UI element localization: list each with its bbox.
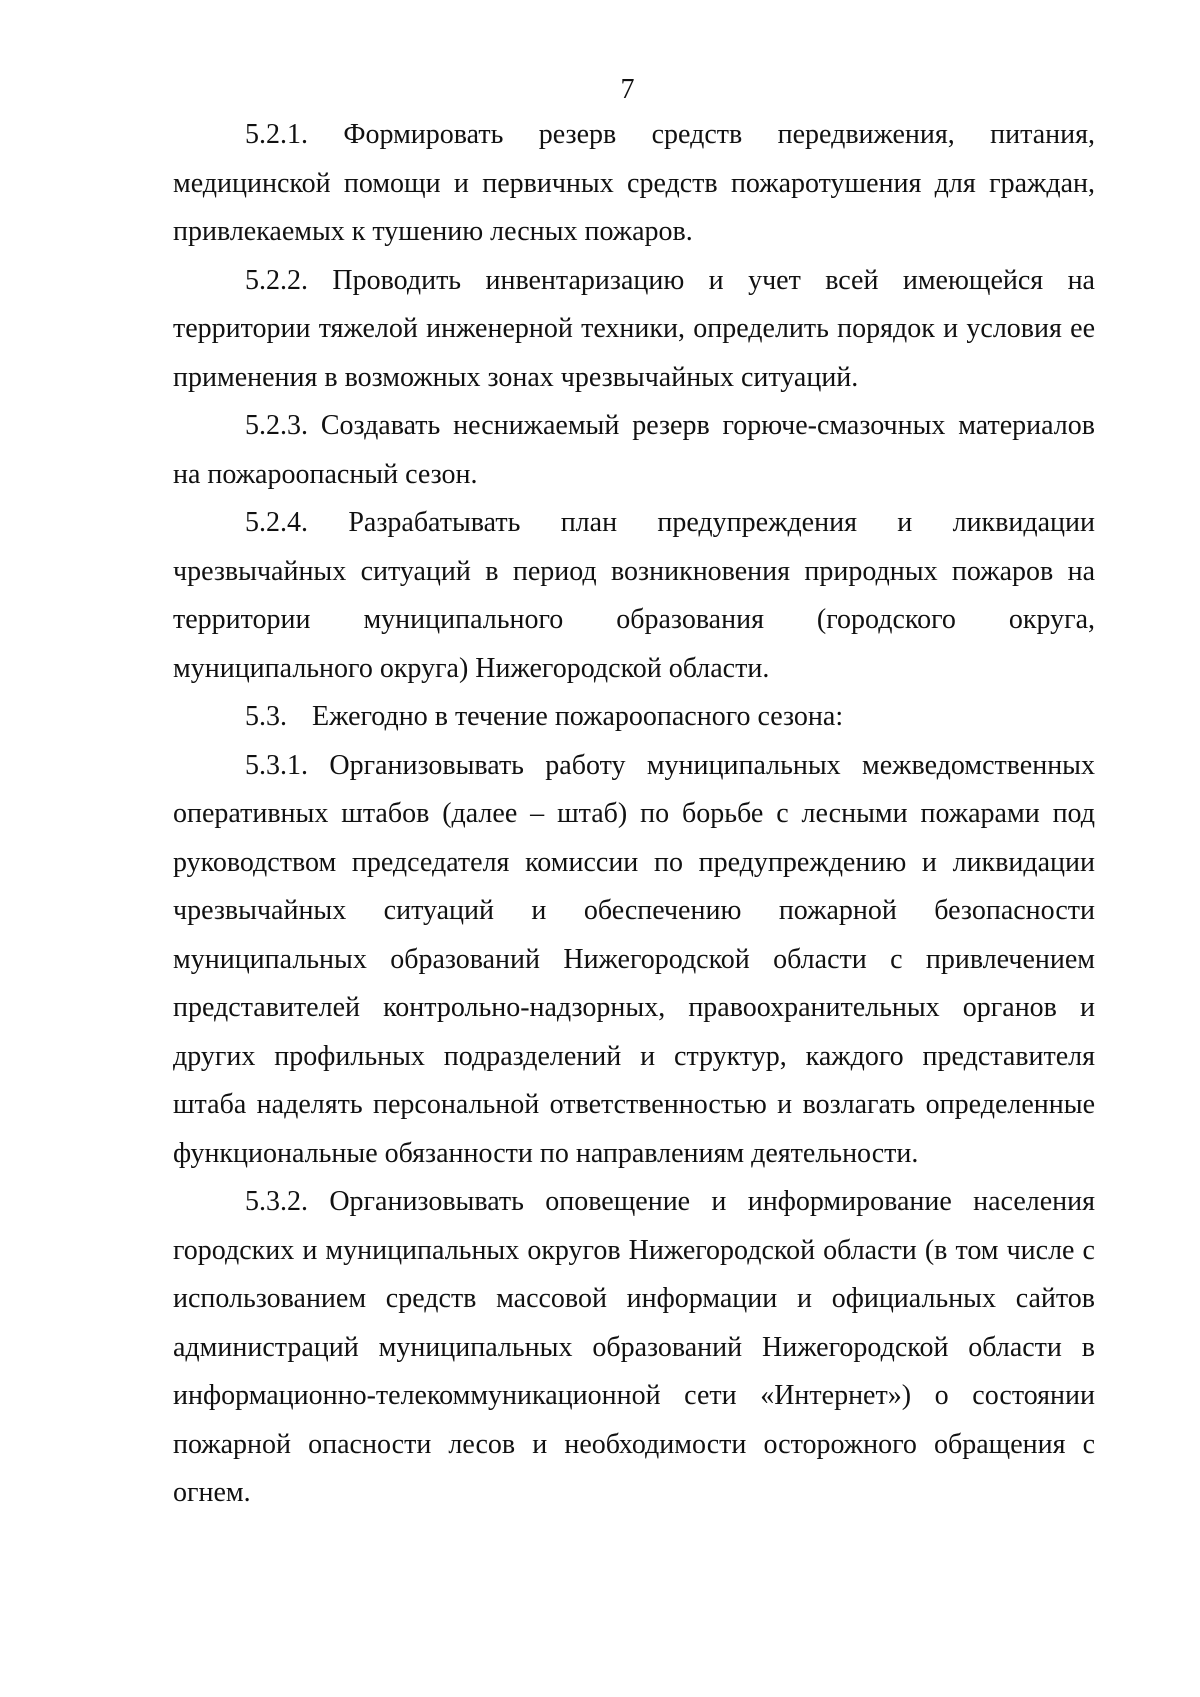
paragraph-5-3 — [173, 693, 1095, 742]
paragraph-5-3-1: 5.3.1. Организовывать работу муниципальных межведомственных оперативных штабов (далее – штаб) по борьбе с лесными пожарами под руководством председателя комиссии по предупреждению и ликвидации чрезвычайных ситуаций и обеспечению пожарной безопасности муниципальных образований Нижегородской области с привлечением представителей контрольно-надзорных, правоохранительных органов и других профильных подразделений и структур, каждого представителя штаба наделять персональной ответственностью и возлагать определенные функциональные обязанности по направлениям деятельности. — [173, 749, 1095, 1169]
paragraph-5-2-2: 5.2.2. Проводить инвентаризацию и учет всей имеющейся на территории тяжелой инженерной техники, определить порядок и условия ее применения в возможных зонах чрезвычайных ситуаций. — [173, 264, 1095, 393]
paragraph-5-3-number: 5.3. — [245, 701, 287, 732]
paragraph-5-3-text: Ежегодно в течение пожароопасного сезона: — [312, 701, 844, 732]
paragraph-5-2-1: 5.2.1. Формировать резерв средств передвижения, питания, медицинской помощи и первичных средств пожаротушения для граждан, привлекаемых к тушению лесных пожаров. — [173, 119, 1095, 247]
paragraph-5-2-4: 5.2.4. Разрабатывать план предупреждения и ликвидации чрезвычайных ситуаций в период возникновения природных пожаров на территории муниципального образования (городского округа, муниципального округа) Нижегородской области. — [173, 507, 1095, 684]
paragraph-5-2-3: 5.2.3. Создавать неснижаемый резерв горюче-смазочных материалов на пожароопасный сезон. — [173, 410, 1095, 490]
page-number: 7 — [620, 74, 635, 105]
paragraph-5-3-2: 5.3.2. Организовывать оповещение и информирование населения городских и муниципальных округов Нижегородской области (в том числе с использованием средств массовой информации и официальных сайтов администраций муниципальных образований Нижегородской области в информационно-телекоммуникационной сети «Интернет») о состоянии пожарной опасности лесов и необходимости осторожного обращения с огнем. — [173, 1186, 1095, 1508]
document-body — [173, 111, 1095, 1518]
